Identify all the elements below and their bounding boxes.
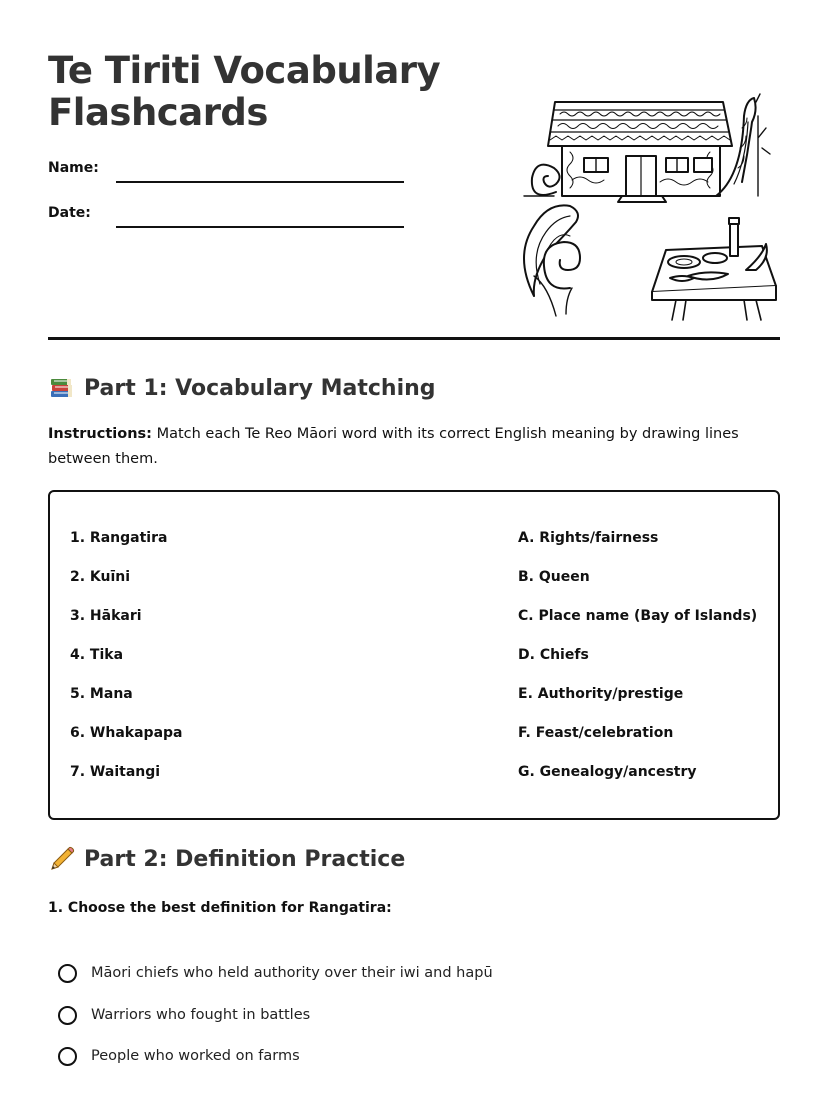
marae-illustration — [510, 88, 780, 323]
word-item[interactable]: 1. Rangatira — [70, 530, 168, 546]
matching-box — [48, 490, 780, 820]
question-1: 1. Choose the best definition for Rangatira: — [48, 900, 392, 916]
option-label: People who worked on farms — [91, 1048, 300, 1064]
meaning-item[interactable]: C. Place name (Bay of Islands) — [518, 608, 758, 624]
instructions — [48, 422, 778, 472]
answer-option[interactable] — [58, 1044, 300, 1068]
word-item[interactable]: 7. Waitangi — [70, 764, 161, 780]
meaning-item[interactable]: E. Authority/prestige — [518, 686, 684, 702]
word-item[interactable]: 2. Kuīni — [70, 569, 131, 585]
answer-option[interactable] — [58, 1003, 310, 1027]
word-item[interactable]: 3. Hākari — [70, 608, 142, 624]
date-label: Date: — [48, 205, 91, 221]
meaning-item[interactable]: A. Rights/fairness — [518, 530, 659, 546]
books-icon — [48, 374, 76, 402]
meaning-item[interactable]: G. Genealogy/ancestry — [518, 764, 697, 780]
title-line-2: Flashcards — [48, 91, 268, 134]
meaning-item[interactable]: D. Chiefs — [518, 647, 589, 663]
word-item[interactable]: 4. Tika — [70, 647, 124, 663]
header-divider — [48, 337, 780, 340]
instructions-text: Match each Te Reo Māori word with its correct English meaning by drawing lines between them. — [48, 426, 739, 467]
part1-heading — [48, 374, 436, 402]
answer-option[interactable] — [58, 961, 493, 985]
part1-heading-text: Part 1: Vocabulary Matching — [84, 375, 436, 401]
radio-button[interactable] — [58, 964, 77, 983]
word-item[interactable]: 6. Whakapapa — [70, 725, 183, 741]
date-line[interactable] — [116, 226, 404, 228]
page-title — [48, 50, 468, 134]
word-item[interactable]: 5. Mana — [70, 686, 133, 702]
option-label: Warriors who fought in battles — [91, 1007, 311, 1023]
part2-heading-text: Part 2: Definition Practice — [84, 846, 406, 872]
meaning-item[interactable]: B. Queen — [518, 569, 590, 585]
name-label: Name: — [48, 160, 99, 176]
radio-button[interactable] — [58, 1047, 77, 1066]
option-label: Māori chiefs who held authority over their iwi and hapū — [91, 965, 493, 981]
title-line-1: Te Tiriti Vocabulary — [48, 49, 441, 92]
radio-button[interactable] — [58, 1006, 77, 1025]
part2-heading — [48, 845, 405, 873]
name-line[interactable] — [116, 181, 404, 183]
instructions-label: Instructions: — [48, 426, 152, 442]
pencil-icon — [48, 845, 76, 873]
meaning-item[interactable]: F. Feast/celebration — [518, 725, 674, 741]
